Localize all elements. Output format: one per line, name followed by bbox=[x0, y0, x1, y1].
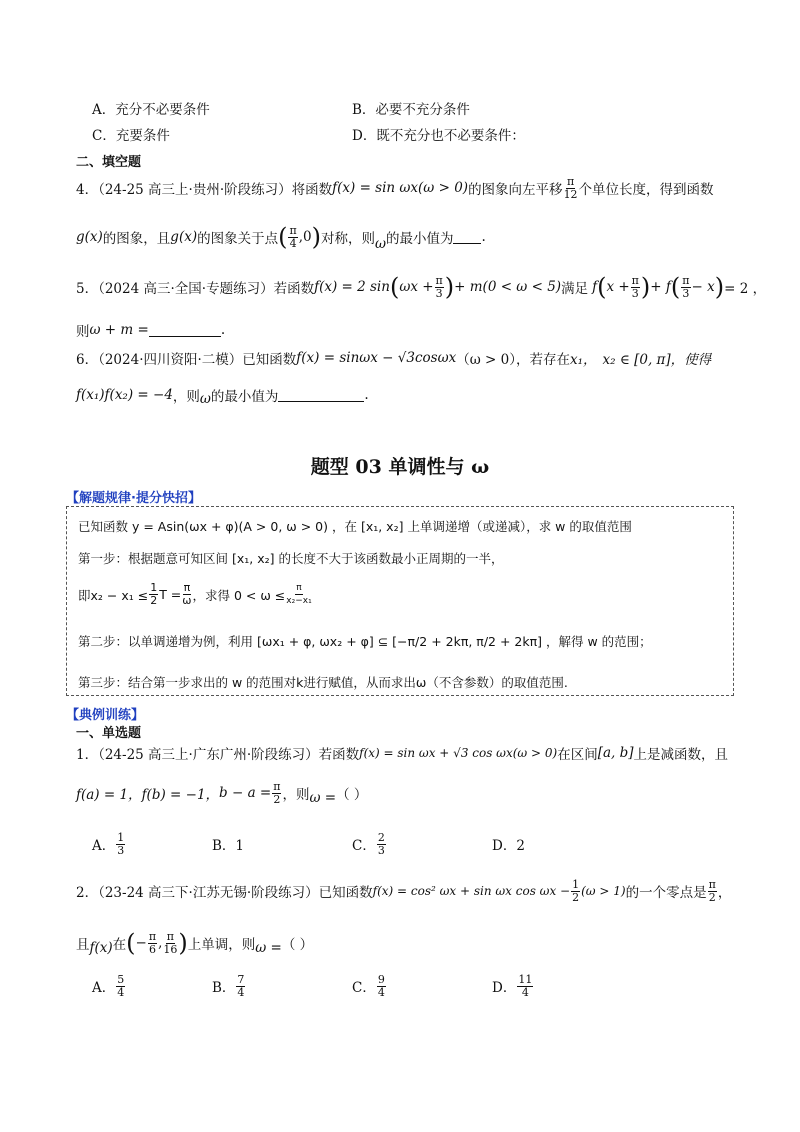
q2-in: 在 bbox=[112, 937, 127, 953]
q1-omega: ω = bbox=[309, 790, 337, 806]
q5-cond-x: x + bbox=[606, 279, 630, 295]
section-heading: 题型 03 单调性与 ω bbox=[310, 456, 490, 478]
question-5-line-1: 5．（2024 高三·全国·专题练习）若函数 f(x) = 2 sin ( ωx + $\frac{\pi}{3}$ ) + m(0 < ω < 5) 满足 f ( x + $\frac{\pi}{3}$ ) + f ( $\frac{\pi}{3}$ − x ) = 2 ， bbox=[76, 273, 767, 301]
q6-x2: x₂ ∈ [0, π]，使得 bbox=[602, 352, 712, 368]
q4-point-fraction: $\frac{\pi}{4}$ bbox=[289, 223, 297, 250]
tips-line-1: 已知函数 y = Asin(ωx + φ)(A > 0, ω > 0) ，在 [x₁, x₂] 上单调递增（或递减），求 w 的取值范围 bbox=[78, 519, 632, 534]
q1-option-d[interactable]: D．2 bbox=[492, 838, 525, 854]
q1-options bbox=[0, 826, 800, 862]
tips-line-3 bbox=[78, 582, 313, 607]
q6-function: f(x) = sinωx − √3cosωx bbox=[296, 350, 457, 366]
q1-bma: b − a = bbox=[219, 785, 272, 801]
q4-point-tail: ,0 bbox=[298, 229, 312, 245]
question-2-line-2: 且 f(x) 在 ( − $\frac{\pi}{6}$ , $\frac{\pi}{16}$ ) 上单调，则 ω = （ ） bbox=[76, 929, 314, 957]
q2-and: 且 bbox=[76, 937, 90, 953]
q1-text-2: 上是减函数，且 bbox=[633, 747, 729, 763]
q1-then: ，则 bbox=[282, 787, 310, 803]
q5-func-a: f(x) = 2 sin bbox=[314, 279, 390, 295]
q4-text: 的图象向左平移 bbox=[468, 182, 563, 198]
question-6-line-1 bbox=[76, 344, 711, 372]
option-c: C．充要条件 bbox=[92, 128, 170, 144]
tips-l3-c: ，求得 0 < ω ≤ bbox=[192, 587, 286, 603]
q2-omega: ω = bbox=[255, 940, 282, 956]
q4-source: 4．（24-25 高三上·贵州·阶段练习）将函数 bbox=[76, 182, 333, 198]
q2-comma: ， bbox=[717, 885, 732, 901]
q5-func-c: + m(0 < ω < 5) bbox=[454, 279, 562, 295]
q2-option-b[interactable]: B． $\frac{7}{4}$ bbox=[212, 972, 245, 999]
q4-function: f(x) = sin ωx(ω > 0) bbox=[332, 180, 469, 196]
q5-text: 满足 bbox=[561, 281, 589, 297]
q2-text: 的一个零点是 bbox=[625, 885, 707, 901]
q2-option-d[interactable]: D． $\frac{11}{4}$ bbox=[492, 972, 533, 999]
q6-source: 6．（2024·四川资阳·二模）已知函数 bbox=[76, 352, 297, 368]
question-2-line-1 bbox=[76, 876, 731, 906]
tips-line-5: 第三步：结合第一步求出的 w 的范围对k进行赋值，从而求出ω（不含参数）的取值范围. bbox=[78, 675, 568, 690]
q5-source: 5．（2024 高三·全国·专题练习）若函数 bbox=[76, 281, 315, 297]
q4-text-2: 个单位长度，得到函数 bbox=[578, 182, 714, 198]
section-fill-heading: 二、填空题 bbox=[76, 155, 142, 170]
q2-function: f(x) = cos² ωx + sin ωx cos ωx − bbox=[372, 884, 571, 898]
q1-source: 1．（24-25 高三上·广东广州·阶段练习）若函数 bbox=[76, 747, 360, 763]
tips-l3-b: T = bbox=[159, 587, 182, 602]
q6-end: . bbox=[364, 387, 369, 403]
q4-g: g(x) bbox=[76, 229, 103, 245]
section-single-heading: 一、单选题 bbox=[76, 726, 142, 741]
q5-pi-third-3: $\frac{\pi}{3}$ bbox=[682, 273, 690, 300]
q5-end: . bbox=[220, 322, 226, 338]
q4-end: . bbox=[481, 229, 486, 245]
q2-option-a[interactable]: A． $\frac{5}{4}$ bbox=[92, 972, 125, 999]
q4-omega: ω bbox=[374, 236, 386, 252]
tips-l3-a: 即x₂ − x₁ ≤ bbox=[78, 587, 149, 603]
q5-answer-blank[interactable] bbox=[149, 324, 221, 337]
q6-x1: x₁， bbox=[569, 352, 597, 368]
q4-text-6: 的最小值为 bbox=[385, 231, 454, 247]
q1-answer-paren[interactable]: （ ） bbox=[336, 787, 368, 803]
q4-text-4: 的图象关于点 bbox=[197, 231, 279, 247]
q2-interval-a: $\frac{\pi}{6}$ bbox=[148, 929, 157, 956]
q6-omega: ω bbox=[199, 391, 211, 407]
q5-cond-eq: = 2 ， bbox=[724, 281, 767, 297]
question-4-line-2: g(x) 的图象，且 g(x) 的图象关于点 ( $\frac{\pi}{4}$ ,0 ) 对称，则 ω 的最小值为 . bbox=[76, 223, 486, 252]
q6-product: f(x₁)f(x₂) = −4 bbox=[76, 387, 173, 403]
q1-text: 在区间 bbox=[557, 747, 598, 763]
q6-answer-blank[interactable] bbox=[278, 389, 364, 402]
q4-answer-blank[interactable] bbox=[453, 231, 481, 244]
tips-label: 【解题规律·提分快招】 bbox=[66, 491, 201, 506]
q4-shift-fraction: $\frac{\pi}{12}$ bbox=[563, 174, 578, 201]
q2-source: 2．（23-24 高三下·江苏无锡·阶段练习）已知函数 bbox=[76, 885, 373, 901]
q1-interval: [a, b] bbox=[597, 745, 634, 761]
q1-pi-half: $\frac{\pi}{2}$ bbox=[273, 779, 281, 806]
option-a: A．充分不必要条件 bbox=[92, 102, 210, 118]
q6-cond: （ω > 0），若存在 bbox=[456, 352, 570, 368]
q5-pi-third-2: $\frac{\pi}{3}$ bbox=[631, 273, 639, 300]
q2-options bbox=[0, 968, 800, 1004]
q2-text-2: 上单调，则 bbox=[187, 937, 256, 953]
q4-text-5: 对称，则 bbox=[320, 231, 375, 247]
q6-then: ，则 bbox=[172, 389, 200, 405]
q1-fb: f(b) = −1， bbox=[141, 787, 220, 803]
q5-cond-f: f bbox=[592, 279, 598, 295]
option-b: B．必要不充分条件 bbox=[352, 102, 470, 118]
q1-function: f(x) = sin ωx + √3 cos ωx(ω > 0) bbox=[359, 746, 558, 760]
example-label: 【典例训练】 bbox=[66, 708, 145, 723]
tips-line-2: 第一步：根据题意可知区间 [x₁, x₂] 的长度不大于该函数最小正周期的一半， bbox=[78, 551, 504, 566]
q2-func-tail: (ω > 1) bbox=[581, 884, 626, 898]
question-1-line-1 bbox=[76, 740, 728, 766]
q1-option-c[interactable]: C． $\frac{2}{3}$ bbox=[352, 830, 385, 857]
q6-text: 的最小值为 bbox=[210, 389, 279, 405]
q2-option-c[interactable]: C． $\frac{9}{4}$ bbox=[352, 972, 385, 999]
q5-func-b: ωx + bbox=[399, 279, 434, 295]
q1-option-b[interactable]: B．1 bbox=[212, 838, 245, 854]
q2-answer-paren[interactable]: （ ） bbox=[281, 937, 314, 953]
q2-half: $\frac{1}{2}$ bbox=[572, 877, 580, 904]
tips-line-4: 第二步：以单调递增为例，利用 [ωx₁ + φ, ωx₂ + φ] ⊆ [−π/2 + 2kπ, π/2 + 2kπ] ，解得 w 的范围； bbox=[78, 634, 652, 649]
q2-fx: f(x) bbox=[89, 940, 113, 956]
q5-pi-third: $\frac{\pi}{3}$ bbox=[435, 273, 443, 300]
q4-text-3: 的图象，且 bbox=[102, 231, 171, 247]
q4-g-2: g(x) bbox=[170, 229, 198, 245]
q1-option-a[interactable]: A． $\frac{1}{3}$ bbox=[92, 830, 125, 857]
option-d: D．既不充分也不必要条件： bbox=[352, 128, 525, 144]
question-5-line-2 bbox=[76, 318, 225, 342]
q5-cond-minus-x: − x bbox=[691, 279, 715, 295]
q5-then: 则 bbox=[76, 324, 90, 340]
tips-bound: $\frac{\pi}{\text{x₂−x₁}}$ bbox=[286, 583, 312, 606]
q1-fa: f(a) = 1， bbox=[76, 787, 142, 803]
tips-half: $\frac{1}{2}$ bbox=[150, 581, 158, 607]
q5-expr: ω + m = bbox=[89, 322, 149, 338]
tips-pi-omega: $\frac{\pi}{\omega}$ bbox=[182, 581, 192, 607]
question-6-line-2 bbox=[76, 382, 369, 408]
question-1-line-2 bbox=[76, 778, 367, 808]
question-4-line-1 bbox=[76, 174, 714, 202]
q2-interval-b: $\frac{\pi}{16}$ bbox=[163, 929, 178, 956]
q2-zero: $\frac{\pi}{2}$ bbox=[708, 877, 716, 904]
q5-cond-plus-f: + f bbox=[650, 279, 671, 295]
